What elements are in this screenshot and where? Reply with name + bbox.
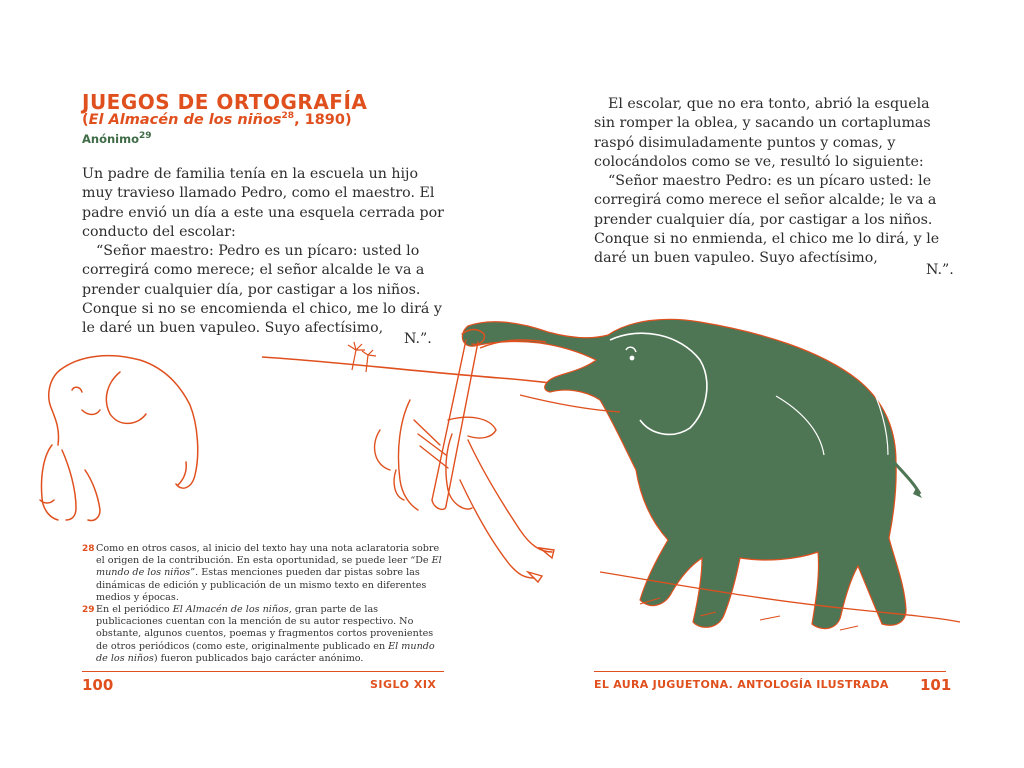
footnote-number: 29: [82, 605, 95, 616]
source-subtitle: [82, 112, 352, 128]
footer-rule: [594, 671, 946, 672]
footnote-29: [82, 604, 444, 665]
footnote-text: ”. Estas menciones pueden dar pistas sobre las dinámicas de edición y publicación de un mismo texto en diferentes medios y épocas.: [96, 567, 427, 603]
section-label: SIGLO XIX: [370, 678, 437, 691]
source-title: El Almacén de los niños: [88, 112, 282, 128]
footnote-28: [82, 543, 444, 604]
subtitle-open-paren: (: [82, 112, 89, 128]
left-body-text: [82, 165, 444, 339]
footnote-number: 28: [82, 544, 95, 554]
footnote-italic: El mundo de los niños: [96, 640, 435, 664]
footnote-text: , gran parte de las publicaciones cuentan con la mención de su autor respectivo. No obstante, algunos cuentos, poemas y fragmentos cortos provenientes de otros periódicos (como este, originalmente publicado en: [96, 604, 434, 652]
author-name: Anónimo: [82, 132, 140, 146]
paragraph: “Señor maestro: Pedro es un pícaro: usted lo corregirá como merece; el señor alcalde le va a prender cualquier día, por castigar a los niños. Conque si no se encomienda el chico, me lo dirá y le daré un buen vapuleo. Suyo afectísimo,: [82, 243, 442, 337]
footnote-text: Como en otros casos, al inicio del texto hay una nota aclaratoria sobre el origen de la contribución. En esta oportunidad, se puede leer “De: [96, 543, 440, 567]
footnote-italic: El Almacén de los niños: [172, 604, 289, 616]
footnote-text: ) fueron publicados bajo carácter anónimo.: [153, 652, 364, 664]
footnote-ref-29: 29: [139, 131, 152, 142]
paragraph: “Señor maestro Pedro: es un pícaro usted: le corregirá como merece el señor alcalde; le va a prender cualquier día, por castigar a los niños. Conque si no enmienda, el chico me lo dirá, y le daré un buen vapuleo. Suyo afectísimo,: [594, 173, 940, 267]
running-title: EL AURA JUGUETONA. ANTOLOGÍA ILUSTRADA: [594, 678, 889, 691]
paragraph: El escolar, que no era tonto, abrió la esquela sin romper la oblea, y sacando un cortaplumas raspó disimuladamente puntos y comas, y colocándolos como se ve, resultó lo siguiente:: [594, 96, 931, 170]
footer-rule: [82, 671, 444, 672]
author-line: [82, 132, 152, 146]
page-number-right: 101: [920, 676, 952, 694]
page-number-left: 100: [82, 676, 114, 694]
source-year: , 1890): [294, 112, 352, 128]
signature: N.”.: [926, 262, 954, 278]
footnotes: [82, 543, 444, 665]
right-body-text: [594, 95, 949, 269]
footnote-italic: El mundo de los niños: [96, 555, 442, 579]
paragraph: Un padre de familia tenía en la escuela un hijo muy travieso llamado Pedro, como el maestro. El padre envió un día a este una esquela cerrada por conducto del escolar:: [82, 166, 444, 240]
signature: N.”.: [404, 331, 432, 347]
page-title: JUEGOS DE ORTOGRAFÍA: [82, 90, 368, 114]
footnote-text: En el periódico: [96, 604, 173, 616]
footnote-ref-28: 28: [281, 111, 295, 122]
